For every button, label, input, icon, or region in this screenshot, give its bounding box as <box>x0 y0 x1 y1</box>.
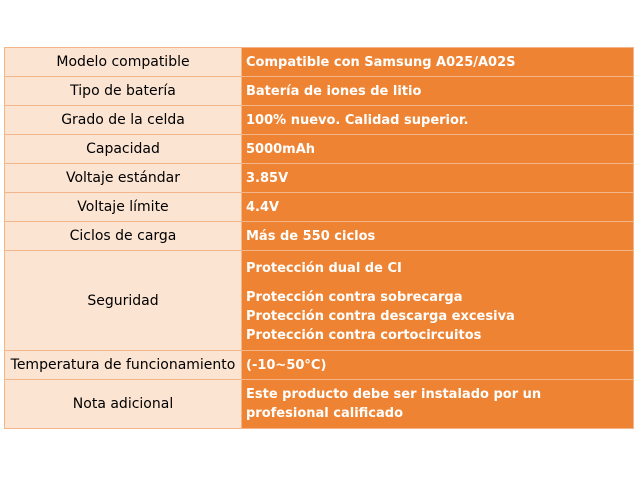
security-feature: Protección dual de CI <box>246 260 402 276</box>
spec-label: Voltaje límite <box>5 193 242 222</box>
security-feature: Protección contra cortocircuitos <box>246 327 482 343</box>
security-feature: Protección contra descarga excesiva <box>246 308 515 324</box>
spec-value: Compatible con Samsung A025/A02S <box>242 48 634 77</box>
spec-row-operating-temperature <box>5 351 634 380</box>
spec-row-additional-note <box>5 380 634 429</box>
spec-row-limit-voltage <box>5 193 634 222</box>
spec-value: 4.4V <box>242 193 634 222</box>
security-feature: Protección contra sobrecarga <box>246 289 463 305</box>
spec-row-compatible-model <box>5 48 634 77</box>
spec-row-capacity <box>5 135 634 164</box>
note-text: Este producto debe ser instalado por un profesional calificado <box>246 387 542 421</box>
spec-value: Más de 550 ciclos <box>242 222 634 251</box>
spec-value-note <box>242 380 634 429</box>
spec-label: Nota adicional <box>5 380 242 429</box>
spec-row-charge-cycles <box>5 222 634 251</box>
spec-label: Grado de la celda <box>5 106 242 135</box>
spec-value: 5000mAh <box>242 135 634 164</box>
security-spacer <box>246 278 633 288</box>
spec-value: 3.85V <box>242 164 634 193</box>
spec-label: Seguridad <box>5 251 242 351</box>
security-feature-list <box>246 257 633 345</box>
spec-value: 100% nuevo. Calidad superior. <box>242 106 634 135</box>
spec-label: Capacidad <box>5 135 242 164</box>
spec-value: Batería de iones de litio <box>242 77 634 106</box>
spec-value-security <box>242 251 634 351</box>
spec-label: Tipo de batería <box>5 77 242 106</box>
spec-label: Modelo compatible <box>5 48 242 77</box>
spec-label: Temperatura de funcionamiento <box>5 351 242 380</box>
spec-label: Ciclos de carga <box>5 222 242 251</box>
spec-value: (-10~50°C) <box>242 351 634 380</box>
spec-label: Voltaje estándar <box>5 164 242 193</box>
spec-row-cell-grade <box>5 106 634 135</box>
battery-spec-table <box>4 47 634 429</box>
spec-row-standard-voltage <box>5 164 634 193</box>
spec-row-security <box>5 251 634 351</box>
spec-row-battery-type <box>5 77 634 106</box>
